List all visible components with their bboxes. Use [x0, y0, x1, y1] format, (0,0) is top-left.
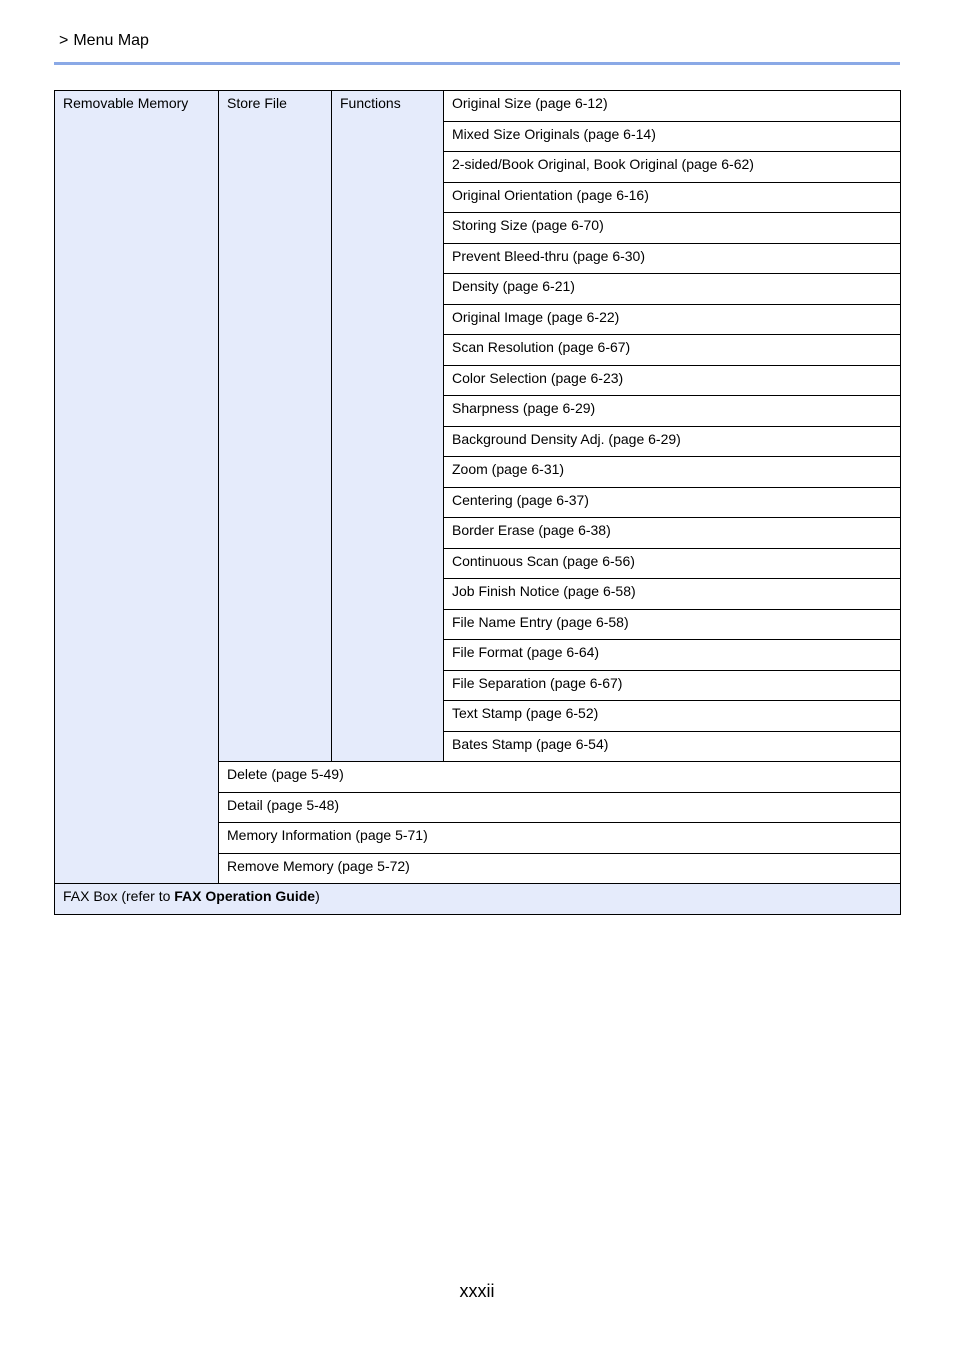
- function-item[interactable]: Density (page 6-21): [444, 274, 901, 305]
- table-row: [55, 884, 901, 915]
- menu-map-table: [54, 90, 901, 915]
- function-item[interactable]: Bates Stamp (page 6-54): [444, 731, 901, 762]
- function-item[interactable]: 2-sided/Book Original, Book Original (page 6-62): [444, 152, 901, 183]
- menu-map-footer-rows: [55, 884, 901, 915]
- fax-box-prefix: FAX Box (refer to: [63, 888, 175, 904]
- function-item[interactable]: Color Selection (page 6-23): [444, 365, 901, 396]
- function-item[interactable]: Continuous Scan (page 6-56): [444, 548, 901, 579]
- store-file-sibling-item[interactable]: Delete (page 5-49): [219, 762, 901, 793]
- menu-item-store-file: Store File: [219, 91, 332, 762]
- fax-box-suffix: ): [315, 888, 320, 904]
- function-item[interactable]: Zoom (page 6-31): [444, 457, 901, 488]
- function-item[interactable]: Original Image (page 6-22): [444, 304, 901, 335]
- breadcrumb-marker: >: [59, 32, 69, 49]
- menu-item-functions: Functions: [332, 91, 444, 762]
- menu-map-body: [55, 91, 901, 884]
- function-item[interactable]: File Name Entry (page 6-58): [444, 609, 901, 640]
- table-row: [55, 91, 901, 122]
- fax-box-row: [55, 884, 901, 915]
- function-item[interactable]: Scan Resolution (page 6-67): [444, 335, 901, 366]
- function-item[interactable]: Sharpness (page 6-29): [444, 396, 901, 427]
- store-file-sibling-item[interactable]: Remove Memory (page 5-72): [219, 853, 901, 884]
- page-number: xxxii: [459, 1281, 495, 1301]
- function-item[interactable]: Mixed Size Originals (page 6-14): [444, 121, 901, 152]
- store-file-sibling-item[interactable]: Memory Information (page 5-71): [219, 823, 901, 854]
- fax-operation-guide-link[interactable]: FAX Operation Guide: [174, 888, 316, 904]
- function-item[interactable]: File Separation (page 6-67): [444, 670, 901, 701]
- function-item[interactable]: Border Erase (page 6-38): [444, 518, 901, 549]
- menu-item-removable-memory: Removable Memory: [55, 91, 219, 884]
- function-item[interactable]: Text Stamp (page 6-52): [444, 701, 901, 732]
- function-item[interactable]: Job Finish Notice (page 6-58): [444, 579, 901, 610]
- function-item[interactable]: Centering (page 6-37): [444, 487, 901, 518]
- store-file-sibling-item[interactable]: Detail (page 5-48): [219, 792, 901, 823]
- function-item[interactable]: Original Size (page 6-12): [444, 91, 901, 122]
- function-item[interactable]: Background Density Adj. (page 6-29): [444, 426, 901, 457]
- function-item[interactable]: Original Orientation (page 6-16): [444, 182, 901, 213]
- header-divider: [54, 62, 900, 65]
- breadcrumb: [59, 31, 149, 51]
- function-item[interactable]: File Format (page 6-64): [444, 640, 901, 671]
- breadcrumb-link-menu-map[interactable]: Menu Map: [73, 32, 149, 49]
- function-item[interactable]: Storing Size (page 6-70): [444, 213, 901, 244]
- function-item[interactable]: Prevent Bleed-thru (page 6-30): [444, 243, 901, 274]
